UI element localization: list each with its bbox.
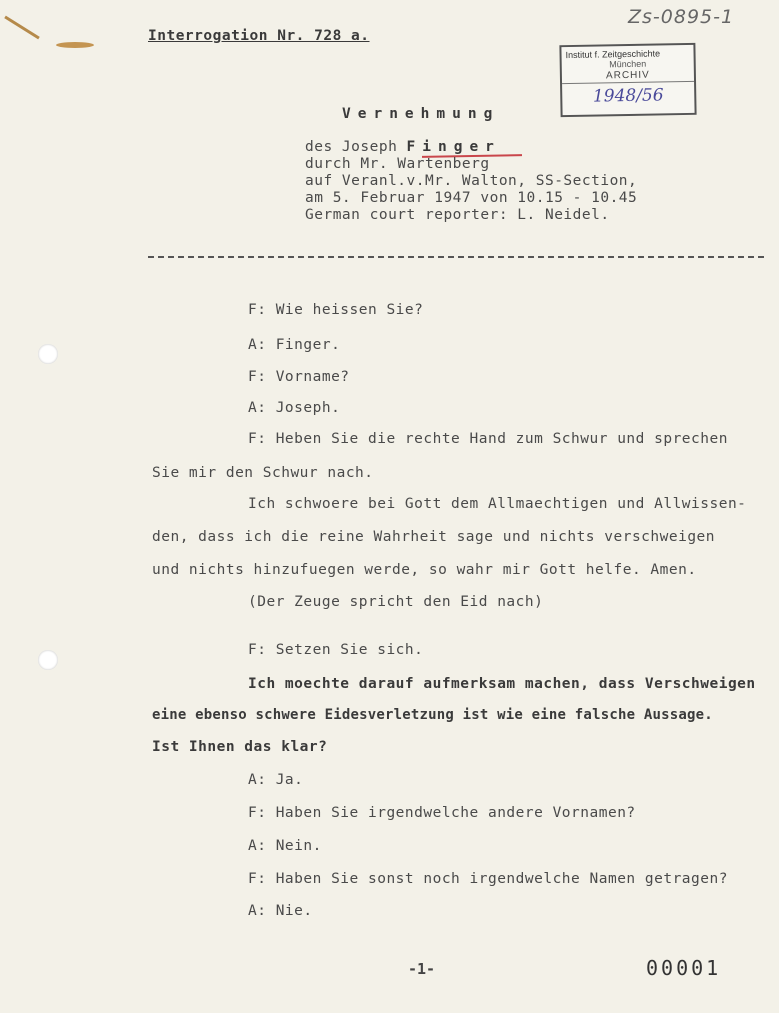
body-line-14: Ist Ihnen das klar? [152,739,328,755]
body-line-8: den, dass ich die reine Wahrheit sage und nichts verschweigen [152,529,716,545]
title-line-1-prefix: des Joseph [305,139,407,155]
body-line-4: A: Joseph. [248,400,341,416]
stamp-handwritten-number: 1948/56 [592,85,664,107]
witness-name: Finger [406,139,501,155]
body-line-13: eine ebenso schwere Eidesverletzung ist wie eine falsche Aussage. [152,707,713,723]
title-line-3: auf Veranl.v.Mr. Walton, SS-Section, [305,173,638,189]
punch-hole-bottom [38,650,58,670]
body-line-5: F: Heben Sie die rechte Hand zum Schwur und sprechen [248,431,728,447]
body-line-7: Ich schwoere bei Gott dem Allmaechtigen und Allwissen- [248,496,747,512]
separator-line [148,256,764,258]
body-line-19: A: Nie. [248,903,313,919]
document-heading: Vernehmung [342,106,500,122]
archive-stamp [559,43,696,117]
body-line-16: F: Haben Sie irgendwelche andere Vornamen? [248,805,636,821]
body-line-3: F: Vorname? [248,369,350,385]
paper-mark [4,16,40,40]
handwritten-reference: Zs-0895-1 [628,6,735,28]
body-line-2: A: Finger. [248,337,341,353]
body-line-6: Sie mir den Schwur nach. [152,465,374,481]
document-number: 00001 [646,956,722,980]
body-line-17: A: Nein. [248,838,322,854]
title-line-5: German court reporter: L. Neidel. [305,207,610,223]
paper-mark-2 [56,42,94,48]
body-line-15: A: Ja. [248,772,304,788]
punch-hole-top [38,344,58,364]
title-line-2: durch Mr. Wartenberg [305,156,490,172]
body-line-10: (Der Zeuge spricht den Eid nach) [248,594,544,610]
body-line-11: F: Setzen Sie sich. [248,642,424,658]
interrogation-number: Interrogation Nr. 728 a. [148,28,370,44]
stamp-archive: ARCHIV [562,69,694,84]
stamp-institute: Institut f. Zeitgeschichte [565,48,661,61]
page-number: -1- [408,960,436,978]
body-line-12: Ich moechte darauf aufmerksam machen, dass Verschweigen [248,676,756,692]
body-line-18: F: Haben Sie sonst noch irgendwelche Namen getragen? [248,871,728,887]
title-line-4: am 5. Februar 1947 von 10.15 - 10.45 [305,190,638,206]
title-line-1 [305,139,501,155]
stamp-city: München [609,58,647,70]
body-line-9: und nichts hinzufuegen werde, so wahr mir Gott helfe. Amen. [152,562,697,578]
body-line-1: F: Wie heissen Sie? [248,302,424,318]
